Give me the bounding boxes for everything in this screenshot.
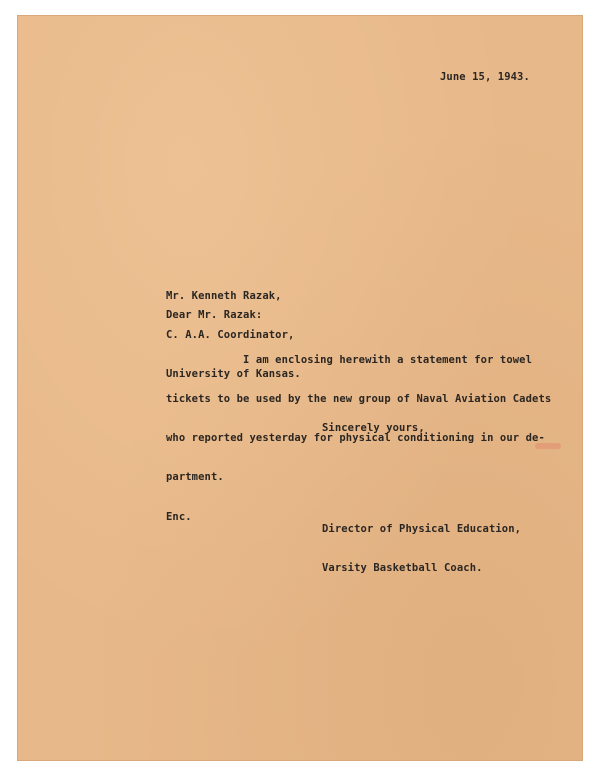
body-line: partment. — [166, 471, 224, 483]
letter-body — [166, 328, 551, 510]
letter-date: June 15, 1943. — [440, 71, 530, 83]
recipient-institution: University of Kansas. — [166, 368, 301, 380]
body-line: tickets to be used by the new group of Naval Aviation Cadets — [166, 393, 552, 405]
signature-block — [322, 497, 521, 601]
body-line: I am enclosing herewith a statement for towel — [166, 354, 533, 366]
signer-title-line-2: Varsity Basketball Coach. — [322, 562, 483, 574]
recipient-title: C. A.A. Coordinator, — [166, 329, 295, 341]
recipient-name: Mr. Kenneth Razak, — [166, 290, 282, 302]
salutation: Dear Mr. Razak: — [166, 309, 263, 321]
signer-title-line-1: Director of Physical Education, — [322, 523, 522, 535]
enclosure-notation: Enc. — [166, 511, 192, 523]
complimentary-close: Sincerely yours, — [322, 422, 425, 434]
body-line: who reported yesterday for physical conditioning in our de- — [166, 432, 545, 444]
